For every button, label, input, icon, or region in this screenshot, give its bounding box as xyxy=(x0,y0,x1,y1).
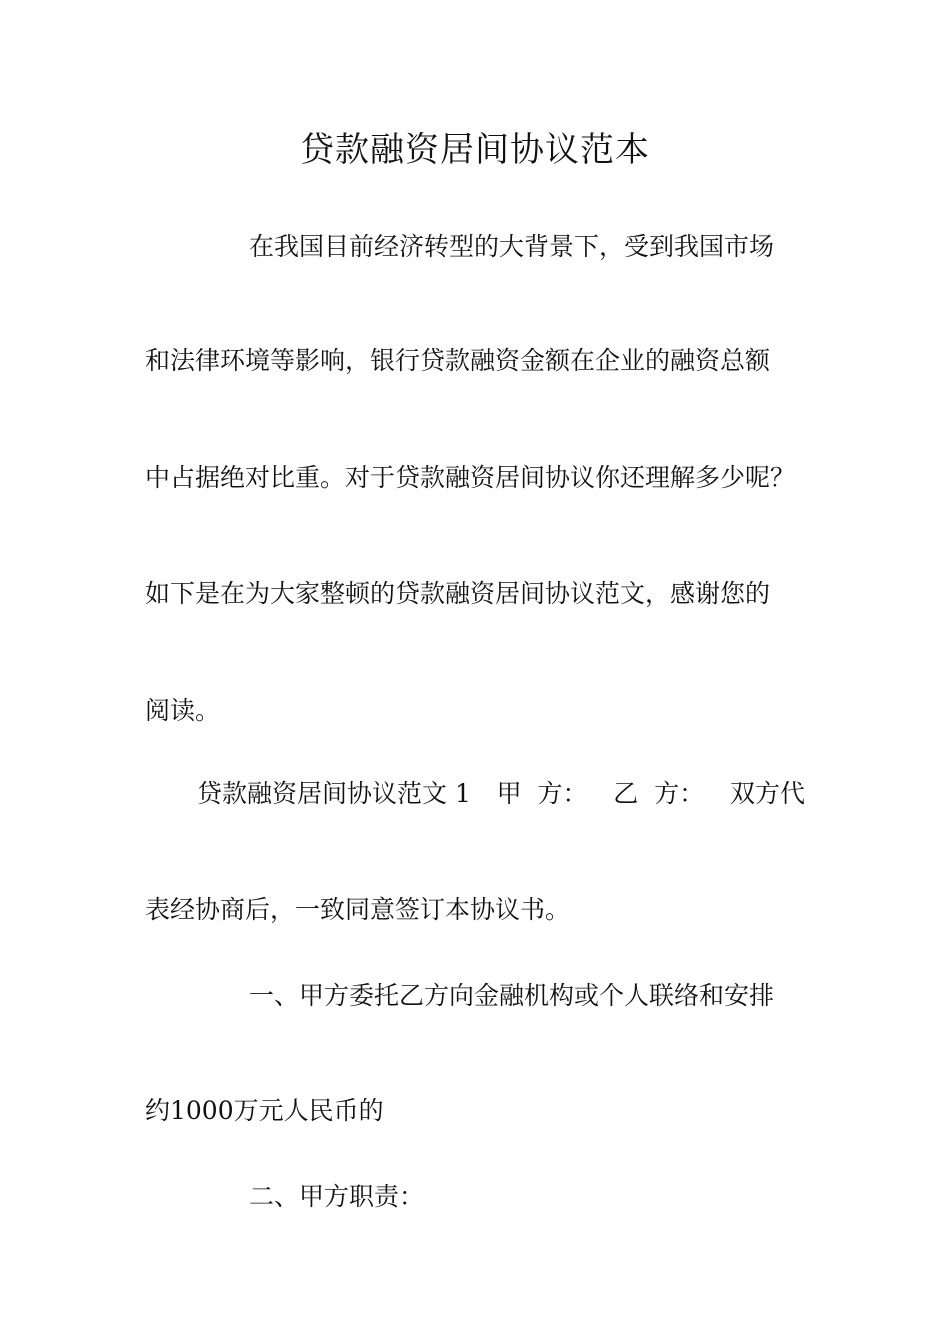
sample-heading-line xyxy=(145,779,805,809)
paragraph-line-3: 中占据绝对比重。对于贷款融资居间协议你还理解多少呢？ xyxy=(145,463,796,492)
paragraph-line-5: 阅读。 xyxy=(145,696,221,725)
party-a-label: 甲 方： xyxy=(496,779,588,808)
paragraph-line-4: 如下是在为大家整顿的贷款融资居间协议范文，感谢您的 xyxy=(145,579,771,608)
clause-two-heading: 二、甲方职责： xyxy=(249,1182,425,1211)
paragraph-line-2: 和法律环境等影响，银行贷款融资金额在企业的融资总额 xyxy=(145,346,771,375)
clause-one-line-2: 约1000万元人民币的 xyxy=(145,1096,384,1125)
sample-heading-tail: 双方代 xyxy=(729,779,805,808)
document-title: 贷款融资居间协议范本 xyxy=(300,130,650,170)
paragraph-line-6: 表经协商后，一致同意签订本协议书。 xyxy=(145,895,571,924)
paragraph-line-1: 在我国目前经济转型的大背景下，受到我国市场 xyxy=(249,232,775,261)
party-b-label: 乙 方： xyxy=(613,779,705,808)
clause-one-line-1: 一、甲方委托乙方向金融机构或个人联络和安排 xyxy=(249,981,775,1010)
sample-heading-label: 贷款融资居间协议范文 1 xyxy=(197,779,471,808)
